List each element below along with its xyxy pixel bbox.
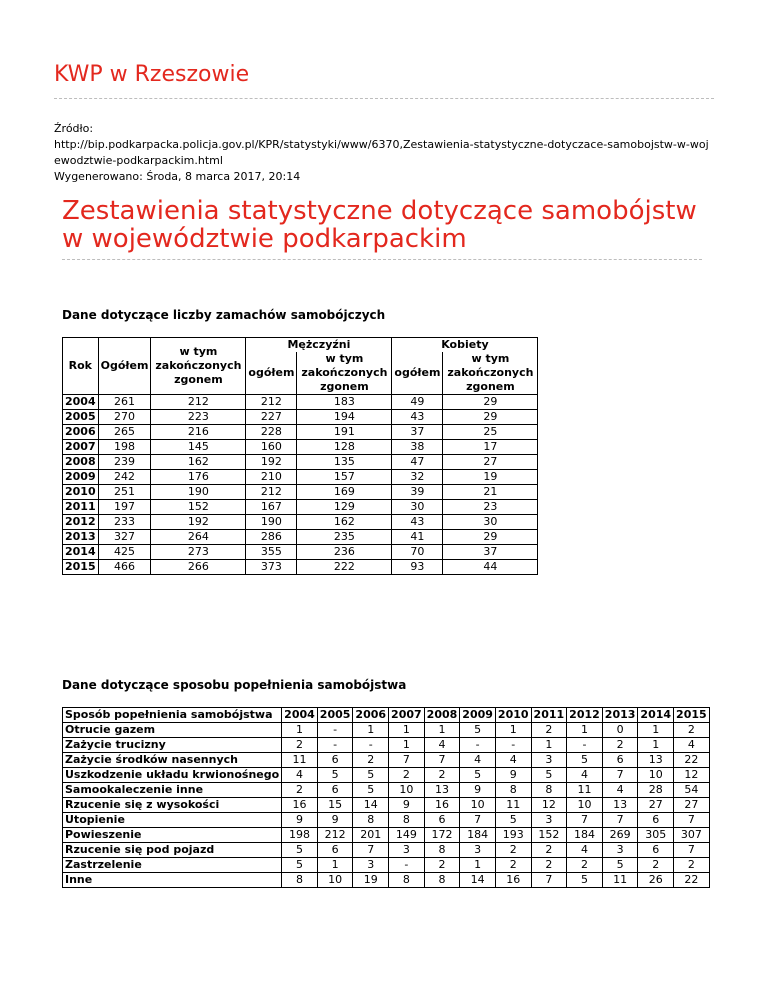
total-cell: 198 bbox=[98, 440, 151, 455]
value-cell: 1 bbox=[638, 723, 674, 738]
value-cell: 1 bbox=[424, 723, 460, 738]
men-total-cell: 212 bbox=[246, 395, 297, 410]
women-fatal-cell: 30 bbox=[443, 515, 538, 530]
total-cell: 327 bbox=[98, 530, 151, 545]
value-cell: 3 bbox=[531, 753, 567, 768]
women-total-cell: 47 bbox=[392, 455, 443, 470]
year-cell: 2010 bbox=[63, 485, 99, 500]
col-header-men: Mężczyźni bbox=[246, 338, 392, 353]
women-total-cell: 30 bbox=[392, 500, 443, 515]
method-name-cell: Zastrzelenie bbox=[63, 858, 282, 873]
col-header-year: 2005 bbox=[317, 708, 353, 723]
method-name-cell: Rzucenie się z wysokości bbox=[63, 798, 282, 813]
value-cell: 1 bbox=[389, 738, 425, 753]
total-cell: 425 bbox=[98, 545, 151, 560]
col-header-ogolem: Ogółem bbox=[98, 338, 151, 395]
value-cell: 1 bbox=[353, 723, 389, 738]
women-total-cell: 70 bbox=[392, 545, 443, 560]
value-cell: 2 bbox=[674, 723, 710, 738]
value-cell: - bbox=[353, 738, 389, 753]
value-cell: 12 bbox=[531, 798, 567, 813]
value-cell: 19 bbox=[353, 873, 389, 888]
source-label: Źródło: bbox=[54, 122, 94, 135]
men-total-cell: 228 bbox=[246, 425, 297, 440]
women-total-cell: 43 bbox=[392, 410, 443, 425]
men-total-cell: 286 bbox=[246, 530, 297, 545]
value-cell: 2 bbox=[567, 858, 603, 873]
table-row bbox=[63, 545, 538, 560]
value-cell: 5 bbox=[353, 783, 389, 798]
year-cell: 2008 bbox=[63, 455, 99, 470]
col-header-year: 2011 bbox=[531, 708, 567, 723]
value-cell: 2 bbox=[674, 858, 710, 873]
table-row bbox=[63, 753, 710, 768]
total-cell: 466 bbox=[98, 560, 151, 575]
value-cell: 4 bbox=[674, 738, 710, 753]
men-total-cell: 167 bbox=[246, 500, 297, 515]
table2-heading: Dane dotyczące sposobu popełnienia samobójstwa bbox=[62, 678, 407, 692]
value-cell: 10 bbox=[460, 798, 496, 813]
women-fatal-cell: 21 bbox=[443, 485, 538, 500]
col-header-year: 2008 bbox=[424, 708, 460, 723]
total-fatal-cell: 192 bbox=[151, 515, 246, 530]
method-name-cell: Rzucenie się pod pojazd bbox=[63, 843, 282, 858]
value-cell: 12 bbox=[674, 768, 710, 783]
value-cell: 6 bbox=[602, 753, 638, 768]
value-cell: 6 bbox=[317, 783, 353, 798]
value-cell: 6 bbox=[317, 753, 353, 768]
value-cell: 6 bbox=[638, 843, 674, 858]
table-row bbox=[63, 455, 538, 470]
total-fatal-cell: 273 bbox=[151, 545, 246, 560]
col-header-women: Kobiety bbox=[392, 338, 538, 353]
women-fatal-cell: 29 bbox=[443, 530, 538, 545]
men-total-cell: 373 bbox=[246, 560, 297, 575]
men-fatal-cell: 191 bbox=[297, 425, 392, 440]
year-cell: 2009 bbox=[63, 470, 99, 485]
women-fatal-cell: 29 bbox=[443, 410, 538, 425]
women-total-cell: 32 bbox=[392, 470, 443, 485]
value-cell: 212 bbox=[317, 828, 353, 843]
table-row bbox=[63, 515, 538, 530]
table1-heading: Dane dotyczące liczby zamachów samobójczych bbox=[62, 308, 386, 322]
table-row bbox=[63, 470, 538, 485]
table-row bbox=[63, 783, 710, 798]
year-cell: 2006 bbox=[63, 425, 99, 440]
men-fatal-cell: 235 bbox=[297, 530, 392, 545]
col-header-w-tym: w tym zakończonych zgonem bbox=[151, 338, 246, 395]
table-row bbox=[63, 798, 710, 813]
table-row bbox=[63, 560, 538, 575]
value-cell: 8 bbox=[495, 783, 531, 798]
method-name-cell: Powieszenie bbox=[63, 828, 282, 843]
value-cell: 7 bbox=[602, 813, 638, 828]
value-cell: 10 bbox=[567, 798, 603, 813]
table-row bbox=[63, 500, 538, 515]
value-cell: 9 bbox=[282, 813, 318, 828]
col-header-rok: Rok bbox=[63, 338, 99, 395]
value-cell: 11 bbox=[495, 798, 531, 813]
men-fatal-cell: 169 bbox=[297, 485, 392, 500]
total-fatal-cell: 266 bbox=[151, 560, 246, 575]
women-fatal-cell: 27 bbox=[443, 455, 538, 470]
men-total-cell: 355 bbox=[246, 545, 297, 560]
women-total-cell: 49 bbox=[392, 395, 443, 410]
total-fatal-cell: 216 bbox=[151, 425, 246, 440]
women-fatal-cell: 19 bbox=[443, 470, 538, 485]
women-fatal-cell: 44 bbox=[443, 560, 538, 575]
table-row bbox=[63, 858, 710, 873]
value-cell: 2 bbox=[282, 783, 318, 798]
value-cell: 2 bbox=[638, 858, 674, 873]
table-row bbox=[63, 440, 538, 455]
value-cell: 198 bbox=[282, 828, 318, 843]
value-cell: - bbox=[389, 858, 425, 873]
value-cell: 4 bbox=[567, 768, 603, 783]
value-cell: 8 bbox=[353, 813, 389, 828]
value-cell: 5 bbox=[353, 768, 389, 783]
value-cell: 1 bbox=[282, 723, 318, 738]
value-cell: 7 bbox=[389, 753, 425, 768]
value-cell: 9 bbox=[389, 798, 425, 813]
value-cell: 149 bbox=[389, 828, 425, 843]
women-fatal-cell: 37 bbox=[443, 545, 538, 560]
value-cell: 1 bbox=[317, 858, 353, 873]
value-cell: 11 bbox=[602, 873, 638, 888]
table-row bbox=[63, 395, 538, 410]
women-total-cell: 93 bbox=[392, 560, 443, 575]
value-cell: 14 bbox=[353, 798, 389, 813]
value-cell: 27 bbox=[638, 798, 674, 813]
value-cell: 15 bbox=[317, 798, 353, 813]
women-total-cell: 38 bbox=[392, 440, 443, 455]
header-divider bbox=[54, 98, 714, 99]
value-cell: 2 bbox=[531, 858, 567, 873]
value-cell: 11 bbox=[567, 783, 603, 798]
table2-header-row bbox=[63, 708, 710, 723]
table-row bbox=[63, 873, 710, 888]
value-cell: 3 bbox=[389, 843, 425, 858]
value-cell: 13 bbox=[424, 783, 460, 798]
value-cell: 193 bbox=[495, 828, 531, 843]
value-cell: 0 bbox=[602, 723, 638, 738]
total-cell: 242 bbox=[98, 470, 151, 485]
table-row bbox=[63, 828, 710, 843]
source-url: http://bip.podkarpacka.policja.gov.pl/KPR/statystyki/www/6370,Zestawienia-statystyczne-dotyczace-samobojstw-w-wojewodztwie-podkarpackim.html bbox=[54, 138, 709, 167]
value-cell: 2 bbox=[353, 753, 389, 768]
year-cell: 2013 bbox=[63, 530, 99, 545]
col-header-year: 2014 bbox=[638, 708, 674, 723]
value-cell: 7 bbox=[531, 873, 567, 888]
value-cell: 5 bbox=[567, 873, 603, 888]
total-cell: 261 bbox=[98, 395, 151, 410]
value-cell: 22 bbox=[674, 753, 710, 768]
suicide-methods-table bbox=[62, 707, 710, 888]
value-cell: 7 bbox=[674, 843, 710, 858]
table-row bbox=[63, 530, 538, 545]
value-cell: 9 bbox=[495, 768, 531, 783]
men-total-cell: 227 bbox=[246, 410, 297, 425]
year-cell: 2014 bbox=[63, 545, 99, 560]
col-header-year: 2015 bbox=[674, 708, 710, 723]
value-cell: 5 bbox=[460, 768, 496, 783]
value-cell: 8 bbox=[424, 873, 460, 888]
year-cell: 2015 bbox=[63, 560, 99, 575]
men-fatal-cell: 183 bbox=[297, 395, 392, 410]
men-total-cell: 210 bbox=[246, 470, 297, 485]
women-fatal-cell: 23 bbox=[443, 500, 538, 515]
col-header-year: 2012 bbox=[567, 708, 603, 723]
year-cell: 2012 bbox=[63, 515, 99, 530]
table-row bbox=[63, 723, 710, 738]
men-fatal-cell: 157 bbox=[297, 470, 392, 485]
suicide-attempts-table bbox=[62, 337, 538, 575]
table-row bbox=[63, 485, 538, 500]
value-cell: 5 bbox=[602, 858, 638, 873]
value-cell: 9 bbox=[317, 813, 353, 828]
value-cell: 13 bbox=[638, 753, 674, 768]
value-cell: 54 bbox=[674, 783, 710, 798]
value-cell: 8 bbox=[389, 813, 425, 828]
value-cell: 184 bbox=[460, 828, 496, 843]
method-name-cell: Otrucie gazem bbox=[63, 723, 282, 738]
value-cell: 7 bbox=[602, 768, 638, 783]
men-fatal-cell: 236 bbox=[297, 545, 392, 560]
value-cell: 3 bbox=[602, 843, 638, 858]
value-cell: 11 bbox=[282, 753, 318, 768]
men-total-cell: 212 bbox=[246, 485, 297, 500]
value-cell: 4 bbox=[460, 753, 496, 768]
table-row bbox=[63, 813, 710, 828]
value-cell: 5 bbox=[495, 813, 531, 828]
value-cell: 307 bbox=[674, 828, 710, 843]
value-cell: 7 bbox=[674, 813, 710, 828]
men-fatal-cell: 129 bbox=[297, 500, 392, 515]
men-fatal-cell: 222 bbox=[297, 560, 392, 575]
col-header-women-ogolem: ogółem bbox=[392, 352, 443, 395]
value-cell: 3 bbox=[353, 858, 389, 873]
value-cell: 27 bbox=[674, 798, 710, 813]
value-cell: 1 bbox=[567, 723, 603, 738]
table-row bbox=[63, 768, 710, 783]
men-fatal-cell: 135 bbox=[297, 455, 392, 470]
value-cell: - bbox=[495, 738, 531, 753]
value-cell: 14 bbox=[460, 873, 496, 888]
value-cell: 3 bbox=[460, 843, 496, 858]
page-title: Zestawienia statystyczne dotyczące samobójstw w województwie podkarpackim bbox=[62, 196, 697, 254]
table2-body bbox=[63, 723, 710, 888]
value-cell: - bbox=[317, 723, 353, 738]
col-header-men-w-tym: w tym zakończonych zgonem bbox=[297, 352, 392, 395]
total-fatal-cell: 190 bbox=[151, 485, 246, 500]
value-cell: 2 bbox=[282, 738, 318, 753]
value-cell: 6 bbox=[638, 813, 674, 828]
total-fatal-cell: 162 bbox=[151, 455, 246, 470]
col-header-year: 2006 bbox=[353, 708, 389, 723]
value-cell: 2 bbox=[424, 858, 460, 873]
value-cell: 201 bbox=[353, 828, 389, 843]
total-cell: 239 bbox=[98, 455, 151, 470]
col-header-method: Sposób popełnienia samobójstwa bbox=[63, 708, 282, 723]
table-row bbox=[63, 843, 710, 858]
value-cell: 5 bbox=[282, 858, 318, 873]
method-name-cell: Samookaleczenie inne bbox=[63, 783, 282, 798]
women-fatal-cell: 25 bbox=[443, 425, 538, 440]
value-cell: 8 bbox=[531, 783, 567, 798]
value-cell: 5 bbox=[460, 723, 496, 738]
total-fatal-cell: 145 bbox=[151, 440, 246, 455]
method-name-cell: Utopienie bbox=[63, 813, 282, 828]
value-cell: 28 bbox=[638, 783, 674, 798]
men-fatal-cell: 194 bbox=[297, 410, 392, 425]
value-cell: 16 bbox=[424, 798, 460, 813]
value-cell: 1 bbox=[638, 738, 674, 753]
value-cell: - bbox=[567, 738, 603, 753]
value-cell: 2 bbox=[531, 843, 567, 858]
method-name-cell: Zażycie trucizny bbox=[63, 738, 282, 753]
value-cell: 4 bbox=[282, 768, 318, 783]
value-cell: 1 bbox=[389, 723, 425, 738]
col-header-men-ogolem: ogółem bbox=[246, 352, 297, 395]
women-total-cell: 39 bbox=[392, 485, 443, 500]
total-cell: 270 bbox=[98, 410, 151, 425]
value-cell: 184 bbox=[567, 828, 603, 843]
year-cell: 2005 bbox=[63, 410, 99, 425]
value-cell: 4 bbox=[602, 783, 638, 798]
total-fatal-cell: 176 bbox=[151, 470, 246, 485]
value-cell: 6 bbox=[317, 843, 353, 858]
value-cell: 1 bbox=[495, 723, 531, 738]
total-fatal-cell: 264 bbox=[151, 530, 246, 545]
value-cell: 10 bbox=[638, 768, 674, 783]
generated-date: Wygenerowano: Środa, 8 marca 2017, 20:14 bbox=[54, 170, 301, 183]
value-cell: 1 bbox=[460, 858, 496, 873]
women-fatal-cell: 17 bbox=[443, 440, 538, 455]
women-total-cell: 37 bbox=[392, 425, 443, 440]
value-cell: 10 bbox=[389, 783, 425, 798]
men-total-cell: 160 bbox=[246, 440, 297, 455]
col-header-year: 2013 bbox=[602, 708, 638, 723]
value-cell: 5 bbox=[531, 768, 567, 783]
value-cell: 4 bbox=[424, 738, 460, 753]
col-header-women-w-tym: w tym zakończonych zgonem bbox=[443, 352, 538, 395]
value-cell: 7 bbox=[424, 753, 460, 768]
value-cell: 8 bbox=[424, 843, 460, 858]
value-cell: 16 bbox=[282, 798, 318, 813]
year-cell: 2007 bbox=[63, 440, 99, 455]
total-fatal-cell: 212 bbox=[151, 395, 246, 410]
year-cell: 2011 bbox=[63, 500, 99, 515]
value-cell: 2 bbox=[424, 768, 460, 783]
col-header-year: 2010 bbox=[495, 708, 531, 723]
method-name-cell: Inne bbox=[63, 873, 282, 888]
table-row bbox=[63, 738, 710, 753]
title-divider bbox=[62, 259, 702, 260]
men-total-cell: 192 bbox=[246, 455, 297, 470]
col-header-year: 2007 bbox=[389, 708, 425, 723]
men-total-cell: 190 bbox=[246, 515, 297, 530]
value-cell: 8 bbox=[282, 873, 318, 888]
total-fatal-cell: 152 bbox=[151, 500, 246, 515]
table-row bbox=[63, 425, 538, 440]
value-cell: 269 bbox=[602, 828, 638, 843]
total-cell: 197 bbox=[98, 500, 151, 515]
value-cell: 4 bbox=[567, 843, 603, 858]
value-cell: 9 bbox=[460, 783, 496, 798]
value-cell: 152 bbox=[531, 828, 567, 843]
value-cell: 22 bbox=[674, 873, 710, 888]
value-cell: 10 bbox=[317, 873, 353, 888]
total-cell: 251 bbox=[98, 485, 151, 500]
men-fatal-cell: 162 bbox=[297, 515, 392, 530]
table1-body bbox=[63, 395, 538, 575]
table-row bbox=[63, 410, 538, 425]
method-name-cell: Uszkodzenie układu krwionośnego bbox=[63, 768, 282, 783]
women-total-cell: 43 bbox=[392, 515, 443, 530]
value-cell: 2 bbox=[495, 843, 531, 858]
value-cell: 5 bbox=[567, 753, 603, 768]
col-header-year: 2009 bbox=[460, 708, 496, 723]
women-total-cell: 41 bbox=[392, 530, 443, 545]
women-fatal-cell: 29 bbox=[443, 395, 538, 410]
value-cell: 6 bbox=[424, 813, 460, 828]
value-cell: - bbox=[317, 738, 353, 753]
value-cell: 5 bbox=[282, 843, 318, 858]
value-cell: 5 bbox=[317, 768, 353, 783]
value-cell: 8 bbox=[389, 873, 425, 888]
method-name-cell: Zażycie środków nasennych bbox=[63, 753, 282, 768]
value-cell: 172 bbox=[424, 828, 460, 843]
value-cell: 305 bbox=[638, 828, 674, 843]
total-cell: 233 bbox=[98, 515, 151, 530]
total-cell: 265 bbox=[98, 425, 151, 440]
men-fatal-cell: 128 bbox=[297, 440, 392, 455]
value-cell: 16 bbox=[495, 873, 531, 888]
value-cell: 2 bbox=[531, 723, 567, 738]
value-cell: 4 bbox=[495, 753, 531, 768]
value-cell: 2 bbox=[495, 858, 531, 873]
value-cell: 1 bbox=[531, 738, 567, 753]
value-cell: 26 bbox=[638, 873, 674, 888]
value-cell: 2 bbox=[602, 738, 638, 753]
col-header-year: 2004 bbox=[282, 708, 318, 723]
total-fatal-cell: 223 bbox=[151, 410, 246, 425]
value-cell: 13 bbox=[602, 798, 638, 813]
value-cell: - bbox=[460, 738, 496, 753]
site-title: KWP w Rzeszowie bbox=[54, 62, 250, 87]
year-cell: 2004 bbox=[63, 395, 99, 410]
value-cell: 7 bbox=[460, 813, 496, 828]
source-info bbox=[54, 121, 714, 185]
value-cell: 3 bbox=[531, 813, 567, 828]
value-cell: 2 bbox=[389, 768, 425, 783]
value-cell: 7 bbox=[567, 813, 603, 828]
value-cell: 7 bbox=[353, 843, 389, 858]
